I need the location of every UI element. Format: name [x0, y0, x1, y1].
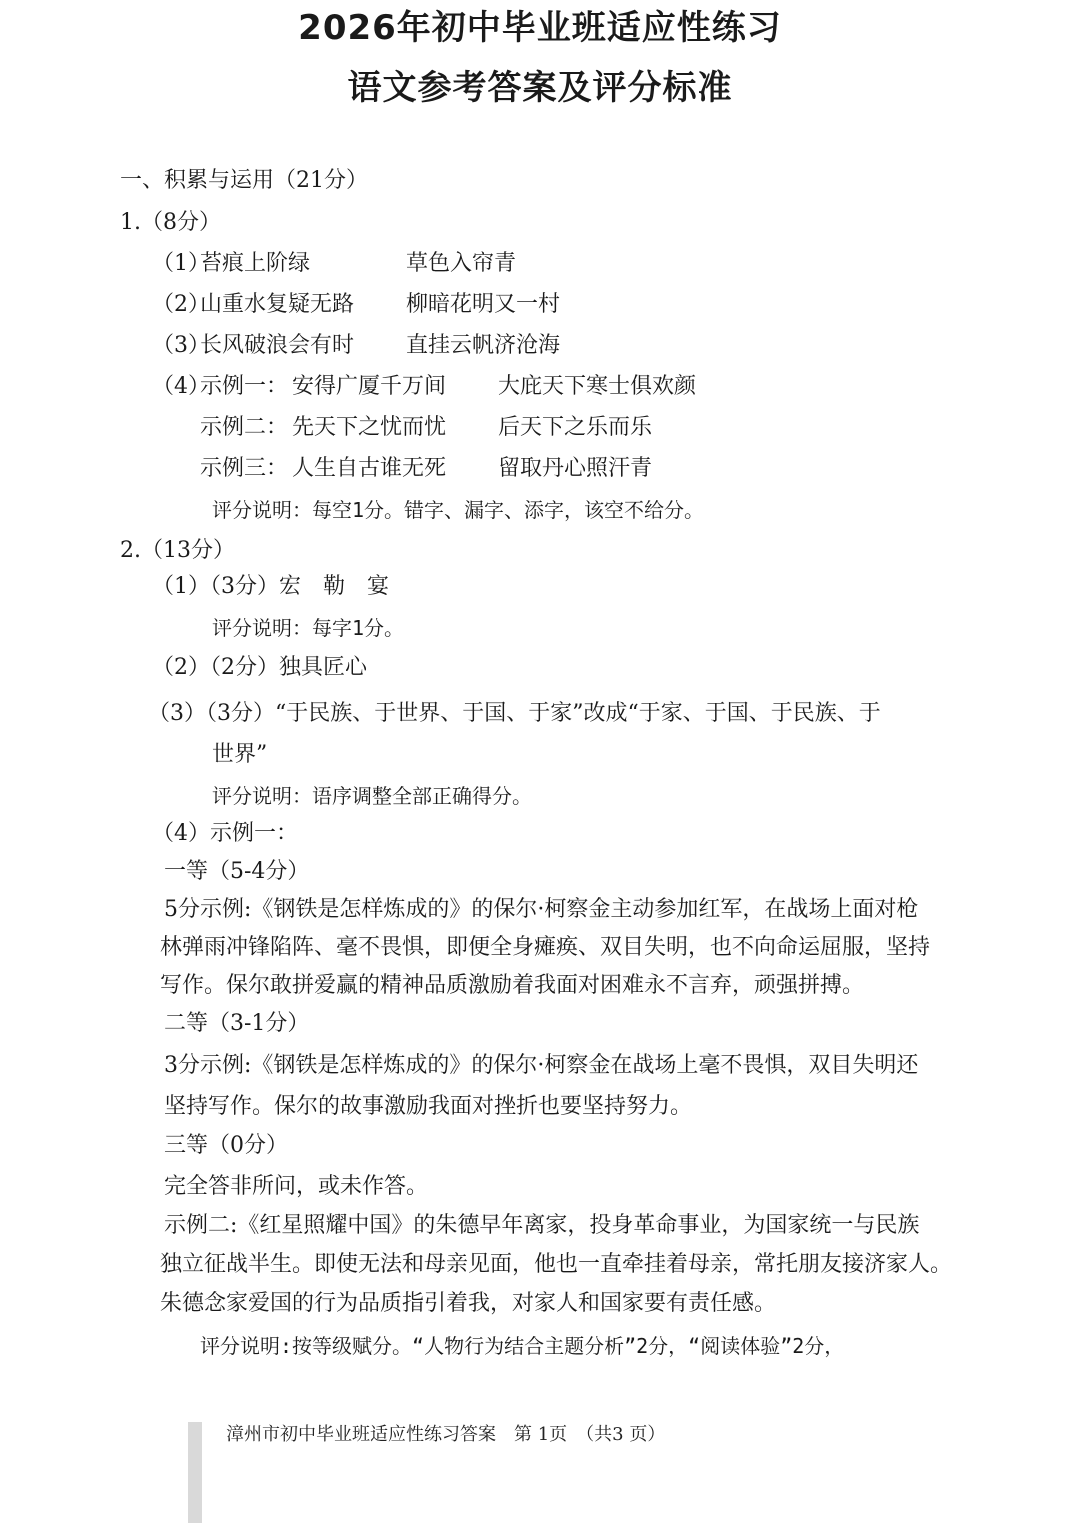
section-heading: 一、积累与运用（21分）	[120, 168, 368, 193]
q1-example-2-a: 先天下之忧而忧	[292, 415, 447, 440]
page-footer: 漳州市初中毕业班适应性练习答案 第 1页 （共3 页）	[226, 1424, 666, 1445]
q1-item-2-b: 柳暗花明又一村	[406, 292, 561, 317]
q1-item-4-num: （4）	[152, 374, 210, 399]
example-3pt-line-2: 坚持写作。保尔的故事激励我面对挫折也要坚持努力。	[164, 1094, 693, 1119]
q1-item-1-a: 苔痕上阶绿	[200, 251, 311, 276]
grade-3-description: 完全答非所问，或未作答。	[164, 1174, 429, 1199]
page-subtitle: 语文参考答案及评分标准	[347, 68, 733, 108]
q1-example-3-b: 留取丹心照汗青	[498, 456, 653, 481]
q2-sub-3-line-2: 世界”	[212, 742, 268, 767]
q1-example-3-a: 人生自古谁无死	[292, 456, 447, 481]
example-2-line-2: 独立征战半生。即使无法和母亲见面，他也一直牵挂着母亲，常托朋友接济家人。	[160, 1252, 953, 1277]
grade-2-label: 二等（3-1分）	[164, 1011, 310, 1036]
grade-1-label: 一等（5-4分）	[164, 859, 310, 884]
grade-3-label: 三等（0分）	[164, 1133, 288, 1158]
q1-example-2-label: 示例二：	[200, 415, 289, 440]
q1-item-3-a: 长风破浪会有时	[200, 333, 355, 358]
q1-item-1-b: 草色入帘青	[406, 251, 517, 276]
q1-example-1-a: 安得广厦千万间	[292, 374, 447, 399]
example-5pt-line-3: 写作。保尔敢拼爱赢的精神品质激励着我面对困难永不言弃，顽强拼搏。	[160, 973, 865, 998]
question-1-label: 1.（8分）	[120, 210, 221, 235]
q2-sub-3-line-1: （3）（3分）“于民族、于世界、于国、于家”改成“于家、于国、于民族、于	[148, 701, 881, 726]
example-5pt-line-2: 林弹雨冲锋陷阵、毫不畏惧，即便全身瘫痪、双目失明，也不向命运屈服，坚持	[160, 935, 931, 960]
q1-example-2-b: 后天下之乐而乐	[498, 415, 653, 440]
example-2-line-3: 朱德念家爱国的行为品质指引着我，对家人和国家要有责任感。	[160, 1291, 777, 1316]
q2-sub-1: （1）（3分）宏 勒 宴	[152, 574, 389, 599]
q2-sub-2: （2）（2分）独具匠心	[152, 655, 367, 680]
q1-item-1-num: （1）	[152, 251, 210, 276]
q1-example-3-label: 示例三：	[200, 456, 289, 481]
q1-scoring-note: 评分说明：每空1分。错字、漏字、添字，该空不给分。	[212, 498, 705, 522]
q1-item-2-num: （2）	[152, 292, 210, 317]
example-2-line-1: 示例二:《红星照耀中国》的朱德早年离家，投身革命事业，为国家统一与民族	[164, 1213, 920, 1238]
q2-sub-1-note: 评分说明：每字1分。	[212, 616, 405, 640]
q1-item-3-b: 直挂云帆济沧海	[406, 333, 561, 358]
q1-example-1-b: 大庇天下寒士俱欢颜	[498, 374, 697, 399]
example-5pt-line-1: 5分示例:《钢铁是怎样炼成的》的保尔·柯察金主动参加红军，在战场上面对枪	[164, 897, 919, 922]
question-2-label: 2.（13分）	[120, 538, 235, 563]
footer-bar	[188, 1422, 202, 1523]
q2-sub-4: （4）示例一：	[152, 821, 298, 846]
q1-example-1-label: 示例一：	[200, 374, 289, 399]
q1-item-3-num: （3）	[152, 333, 210, 358]
q1-item-2-a: 山重水复疑无路	[200, 292, 355, 317]
example-3pt-line-1: 3分示例:《钢铁是怎样炼成的》的保尔·柯察金在战场上毫不畏惧，双目失明还	[164, 1053, 919, 1078]
final-scoring-note: 评分说明:按等级赋分。“人物行为结合主题分析”2分，“阅读体验”2分，	[200, 1334, 845, 1358]
page-title: 2026年初中毕业班适应性练习	[298, 8, 782, 48]
q2-sub-3-note: 评分说明：语序调整全部正确得分。	[212, 784, 532, 808]
